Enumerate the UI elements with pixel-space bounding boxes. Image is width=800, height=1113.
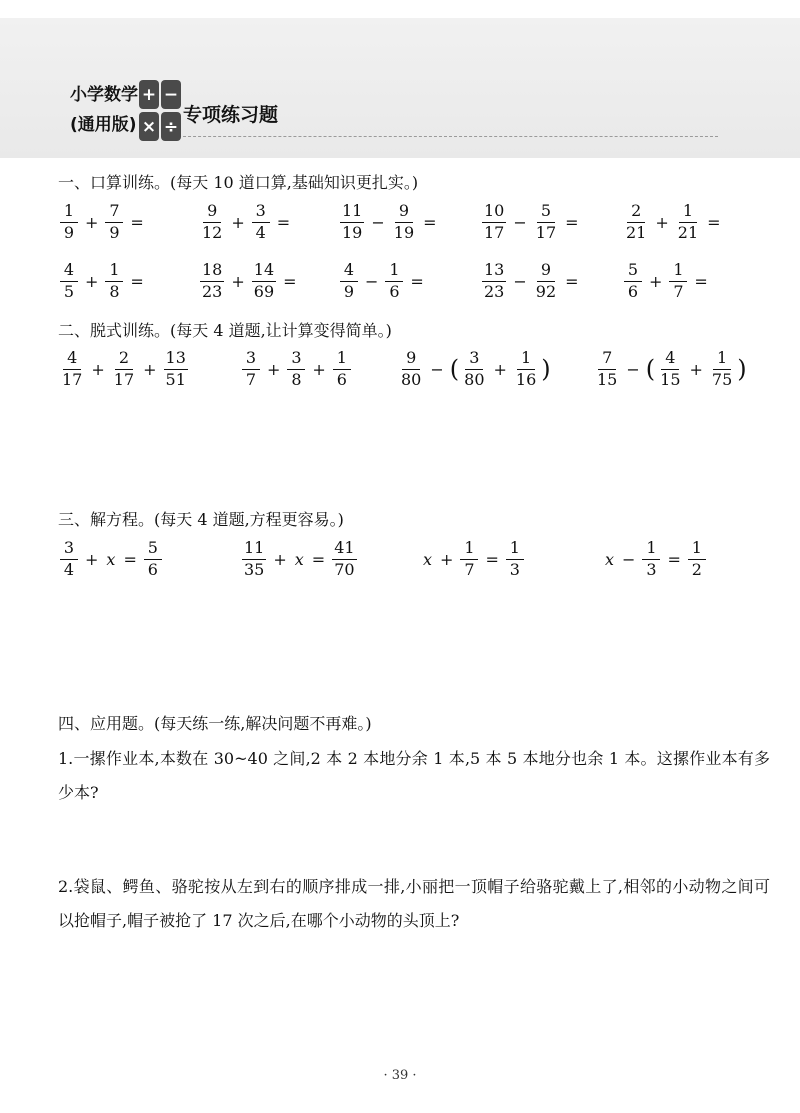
operator: =	[123, 549, 137, 569]
fraction	[482, 262, 506, 301]
math-expression	[198, 262, 302, 301]
denominator: 7	[464, 559, 475, 579]
parenthesis: )	[541, 355, 551, 384]
denominator: 8	[291, 369, 302, 389]
fraction	[642, 540, 660, 579]
denominator: 23	[484, 281, 505, 301]
operator: +	[273, 549, 287, 569]
denominator: 7	[673, 281, 684, 301]
fraction	[60, 262, 78, 301]
denominator: 17	[535, 222, 557, 242]
fraction	[534, 262, 558, 301]
denominator: 80	[464, 369, 485, 389]
operator: =	[423, 212, 437, 232]
numerator: 3	[242, 350, 260, 370]
section-3-heading: 三、解方程。(每天 4 道题,方程更容易。)	[58, 510, 344, 529]
plus-icon: +	[139, 80, 159, 109]
denominator: 9	[343, 281, 355, 301]
operator: +	[85, 212, 99, 232]
operator: =	[283, 271, 297, 291]
operator: =	[667, 549, 681, 569]
operator: −	[626, 359, 640, 379]
numerator: 11	[242, 540, 266, 560]
fraction	[669, 262, 687, 301]
fraction	[242, 540, 266, 579]
fraction	[624, 262, 642, 301]
denominator: 5	[63, 281, 75, 301]
operator: +	[85, 549, 99, 569]
denominator: 70	[334, 559, 355, 579]
math-expression	[58, 203, 149, 242]
operator: +	[649, 271, 663, 291]
denominator: 6	[627, 281, 639, 301]
numerator: 13	[164, 350, 188, 370]
operator: =	[130, 271, 144, 291]
fraction	[333, 350, 351, 389]
fraction	[340, 203, 364, 242]
operator: =	[565, 212, 579, 232]
denominator: 12	[202, 222, 223, 242]
divide-icon: ÷	[161, 112, 181, 141]
denominator: 21	[677, 222, 699, 242]
numerator: 13	[482, 262, 506, 282]
fraction	[252, 203, 270, 242]
operator: +	[312, 359, 326, 379]
numerator: 1	[517, 350, 535, 370]
book-logo	[70, 80, 140, 140]
denominator: 15	[597, 369, 618, 389]
operator: +	[91, 359, 105, 379]
numerator: 1	[688, 540, 706, 560]
denominator: 17	[113, 369, 135, 389]
denominator: 92	[535, 281, 557, 301]
denominator: 19	[342, 222, 363, 242]
variable: x	[423, 549, 433, 569]
numerator: 7	[105, 203, 123, 223]
denominator: 3	[509, 559, 520, 579]
operator: −	[430, 359, 444, 379]
fraction	[514, 350, 538, 389]
numerator: 1	[713, 350, 731, 370]
operator: −	[513, 212, 527, 232]
numerator: 4	[661, 350, 679, 370]
math-expression	[397, 350, 552, 389]
operator: +	[267, 359, 281, 379]
fraction	[60, 540, 78, 579]
operator: +	[440, 549, 454, 569]
numerator: 4	[340, 262, 358, 282]
denominator: 6	[336, 369, 347, 389]
fraction	[624, 203, 648, 242]
denominator: 3	[646, 559, 657, 579]
logo-line-2: (通用版)	[70, 115, 137, 135]
denominator: 4	[255, 222, 266, 242]
numerator: 3	[252, 203, 270, 223]
fraction	[332, 540, 356, 579]
numerator: 18	[200, 262, 224, 282]
numerator: 9	[395, 203, 413, 223]
math-expression	[338, 203, 442, 242]
fraction	[688, 540, 706, 579]
operator: +	[655, 212, 669, 232]
denominator: 75	[711, 369, 733, 389]
math-expression	[58, 540, 164, 579]
operator: =	[485, 549, 499, 569]
fraction	[60, 350, 84, 389]
operator: −	[365, 271, 379, 291]
page-number: · 39 ·	[383, 1068, 417, 1083]
denominator: 4	[63, 559, 75, 579]
word-problem-1: 1.一摞作业本,本数在 30~40 之间,2 本 2 本地分余 1 本,5 本 5 本地分也余 1 本。这摞作业本有多少本?	[58, 749, 770, 802]
denominator: 35	[244, 559, 265, 579]
numerator: 1	[642, 540, 660, 560]
fraction	[200, 203, 224, 242]
parenthesis: )	[737, 355, 747, 384]
numerator: 1	[460, 540, 478, 560]
fraction	[105, 262, 123, 301]
minus-icon: −	[161, 80, 181, 109]
fraction	[595, 350, 619, 389]
math-expression	[622, 203, 726, 242]
section-2-heading: 二、脱式训练。(每天 4 道题,让计算变得简单。)	[58, 321, 392, 340]
denominator: 21	[626, 222, 647, 242]
numerator: 14	[252, 262, 276, 282]
fraction	[105, 203, 123, 242]
fraction	[340, 262, 358, 301]
denominator: 69	[253, 281, 275, 301]
denominator: 9	[109, 222, 120, 242]
numerator: 1	[333, 350, 351, 370]
numerator: 41	[332, 540, 356, 560]
operator: =	[707, 212, 721, 232]
numerator: 4	[63, 350, 81, 370]
variable: x	[294, 549, 304, 569]
denominator: 17	[484, 222, 505, 242]
section-4-heading: 四、应用题。(每天练一练,解决问题不再难。)	[58, 714, 372, 733]
math-expression	[602, 540, 708, 579]
variable: x	[106, 549, 116, 569]
operator: +	[689, 359, 703, 379]
numerator: 9	[402, 350, 420, 370]
operator: =	[311, 549, 326, 569]
fraction	[392, 203, 416, 242]
fraction	[242, 350, 260, 389]
parenthesis: (	[645, 355, 656, 384]
denominator: 19	[393, 222, 415, 242]
math-expression	[622, 262, 713, 301]
numerator: 1	[60, 203, 78, 223]
math-expression	[58, 350, 190, 389]
numerator: 3	[287, 350, 305, 370]
math-expression	[58, 262, 149, 301]
fraction	[287, 350, 305, 389]
denominator: 15	[660, 369, 681, 389]
numerator: 2	[115, 350, 133, 370]
denominator: 16	[515, 369, 537, 389]
denominator: 51	[165, 369, 186, 389]
operator: −	[371, 212, 385, 232]
logo-line-1: 小学数学	[70, 85, 138, 105]
page-title: 专项练习题	[183, 104, 279, 126]
operator: +	[231, 212, 245, 232]
denominator: 80	[401, 369, 422, 389]
fraction	[460, 540, 478, 579]
fraction	[676, 203, 700, 242]
header-divider	[178, 136, 718, 137]
denominator: 8	[109, 281, 120, 301]
fraction	[399, 350, 423, 389]
fraction	[534, 203, 558, 242]
numerator: 3	[60, 540, 78, 560]
math-expression	[240, 350, 353, 389]
numerator: 9	[537, 262, 555, 282]
fraction	[385, 262, 403, 301]
fraction	[462, 350, 486, 389]
fraction	[112, 350, 136, 389]
math-expression	[480, 262, 584, 301]
numerator: 7	[598, 350, 616, 370]
operator: −	[622, 549, 636, 569]
math-expression	[240, 540, 359, 579]
fraction	[144, 540, 162, 579]
word-problem-2: 2.袋鼠、鳄鱼、骆驼按从左到右的顺序排成一排,小丽把一顶帽子给骆驼戴上了,相邻的小动物之间可以抢帽子,帽子被抢了 17 次之后,在哪个小动物的头顶上?	[58, 877, 770, 930]
operator: +	[493, 359, 507, 379]
numerator: 5	[144, 540, 162, 560]
operator: +	[231, 271, 245, 291]
parenthesis: (	[449, 355, 460, 384]
variable: x	[605, 549, 615, 569]
numerator: 10	[482, 203, 506, 223]
denominator: 7	[245, 369, 257, 389]
numerator: 5	[624, 262, 642, 282]
numerator: 1	[105, 262, 123, 282]
numerator: 1	[679, 203, 697, 223]
operator: +	[143, 359, 157, 379]
math-expression	[593, 350, 748, 389]
fraction	[658, 350, 682, 389]
math-expression	[198, 203, 295, 242]
denominator: 23	[202, 281, 223, 301]
numerator: 5	[537, 203, 555, 223]
fraction	[164, 350, 188, 389]
denominator: 6	[147, 559, 158, 579]
denominator: 6	[389, 281, 400, 301]
operator: −	[513, 271, 527, 291]
numerator: 9	[203, 203, 221, 223]
operator-icons	[139, 80, 181, 142]
numerator: 1	[385, 262, 403, 282]
section-1-heading: 一、口算训练。(每天 10 道口算,基础知识更扎实。)	[58, 173, 419, 192]
fraction	[200, 262, 224, 301]
numerator: 11	[340, 203, 364, 223]
fraction	[506, 540, 524, 579]
math-expression	[480, 203, 584, 242]
operator: =	[276, 212, 291, 232]
fraction	[482, 203, 506, 242]
operator: =	[694, 271, 708, 291]
math-expression	[338, 262, 429, 301]
operator: =	[130, 212, 144, 232]
fraction	[252, 262, 276, 301]
numerator: 1	[669, 262, 687, 282]
operator: +	[85, 271, 99, 291]
math-expression	[420, 540, 526, 579]
fraction	[60, 203, 78, 242]
fraction	[710, 350, 734, 389]
operator: =	[565, 271, 579, 291]
numerator: 4	[60, 262, 78, 282]
operator: =	[410, 271, 424, 291]
numerator: 1	[506, 540, 524, 560]
denominator: 2	[691, 559, 702, 579]
denominator: 9	[63, 222, 75, 242]
numerator: 2	[627, 203, 645, 223]
multiply-icon: ×	[139, 112, 159, 141]
denominator: 17	[62, 369, 83, 389]
numerator: 3	[465, 350, 483, 370]
